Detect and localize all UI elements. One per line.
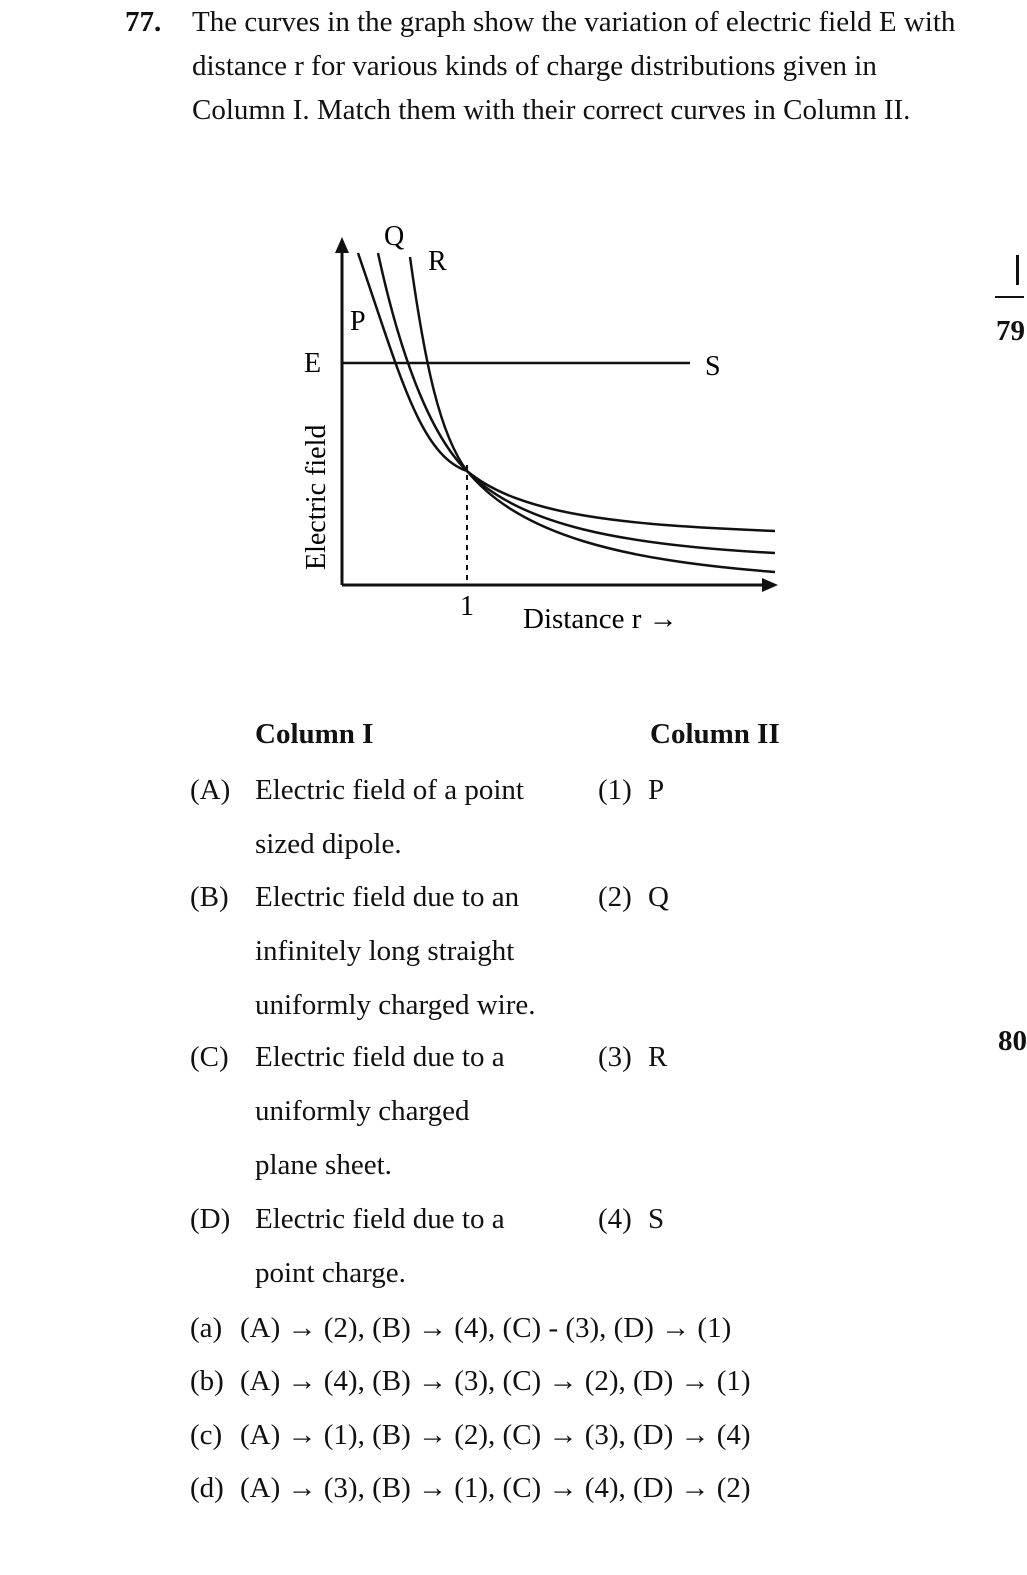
col1-item-line: Electric field due to a bbox=[255, 1203, 505, 1235]
x-axis-label: Distance r → bbox=[523, 603, 678, 635]
col2-item-label: (3) bbox=[598, 1041, 632, 1073]
col1-item-label: (A) bbox=[190, 774, 231, 806]
curve-r-label: R bbox=[428, 246, 447, 277]
edge-fragment-top: 79 bbox=[996, 315, 1025, 347]
col2-item-text: S bbox=[648, 1203, 665, 1235]
col2-item-label: (2) bbox=[598, 881, 632, 913]
edge-fragment-bar bbox=[1016, 255, 1019, 285]
column-2-title: Column II bbox=[650, 718, 780, 750]
col1-item-line: uniformly charged bbox=[255, 1095, 470, 1127]
y-axis-arrow-icon bbox=[335, 237, 349, 253]
col1-item-line: Electric field due to an bbox=[255, 881, 520, 913]
col1-item-line: Electric field due to a bbox=[255, 1041, 505, 1073]
col1-item-line: point charge. bbox=[255, 1257, 406, 1289]
option-label: (a) bbox=[190, 1312, 223, 1344]
x-tick-1: 1 bbox=[460, 591, 474, 622]
edge-fragment-middle: 80 bbox=[998, 1025, 1027, 1057]
option-label: (d) bbox=[190, 1472, 224, 1504]
col2-item-label: (1) bbox=[598, 774, 632, 806]
curve-r bbox=[410, 257, 775, 572]
col1-item-line: uniformly charged wire. bbox=[255, 989, 536, 1021]
curve-p bbox=[358, 253, 775, 531]
col2-item-text: Q bbox=[648, 881, 669, 913]
col1-item-label: (B) bbox=[190, 881, 229, 913]
curve-q-label: Q bbox=[384, 221, 405, 252]
option-text: (A) → (1), (B) → (2), (C) → (3), (D) → (4) bbox=[240, 1419, 751, 1451]
question-text: The curves in the graph show the variation of electric field E with distance r for various kinds of charge distributions given in Column I. Match them with their correct curves in Column II. bbox=[192, 6, 956, 126]
edge-fragment-rule bbox=[995, 296, 1024, 298]
curve-s-label: S bbox=[705, 351, 721, 382]
col2-item-label: (4) bbox=[598, 1203, 632, 1235]
col1-item-line: plane sheet. bbox=[255, 1149, 392, 1181]
option-text: (A) → (4), (B) → (3), (C) → (2), (D) → (1) bbox=[240, 1365, 751, 1397]
curve-p-label: P bbox=[350, 306, 366, 337]
question-number: 77. bbox=[125, 6, 162, 38]
option-text: (A) → (3), (B) → (1), (C) → (4), (D) → (2) bbox=[240, 1472, 751, 1504]
option-text: (A) → (2), (B) → (4), (C) - (3), (D) → (1) bbox=[240, 1312, 732, 1344]
field-distance-graph bbox=[290, 215, 810, 655]
col2-item-text: R bbox=[648, 1041, 668, 1073]
option-label: (c) bbox=[190, 1419, 223, 1451]
column-1-title: Column I bbox=[255, 718, 374, 750]
col1-item-line: sized dipole. bbox=[255, 828, 402, 860]
col1-item-label: (C) bbox=[190, 1041, 229, 1073]
col2-item-text: P bbox=[648, 774, 665, 806]
col1-item-line: infinitely long straight bbox=[255, 935, 515, 967]
y-axis-label: Electric field bbox=[301, 424, 332, 570]
y-marker-e: E bbox=[304, 348, 322, 379]
col1-item-label: (D) bbox=[190, 1203, 231, 1235]
option-label: (b) bbox=[190, 1365, 224, 1397]
col1-item-line: Electric field of a point bbox=[255, 774, 524, 806]
x-axis-arrow-icon bbox=[762, 578, 778, 592]
